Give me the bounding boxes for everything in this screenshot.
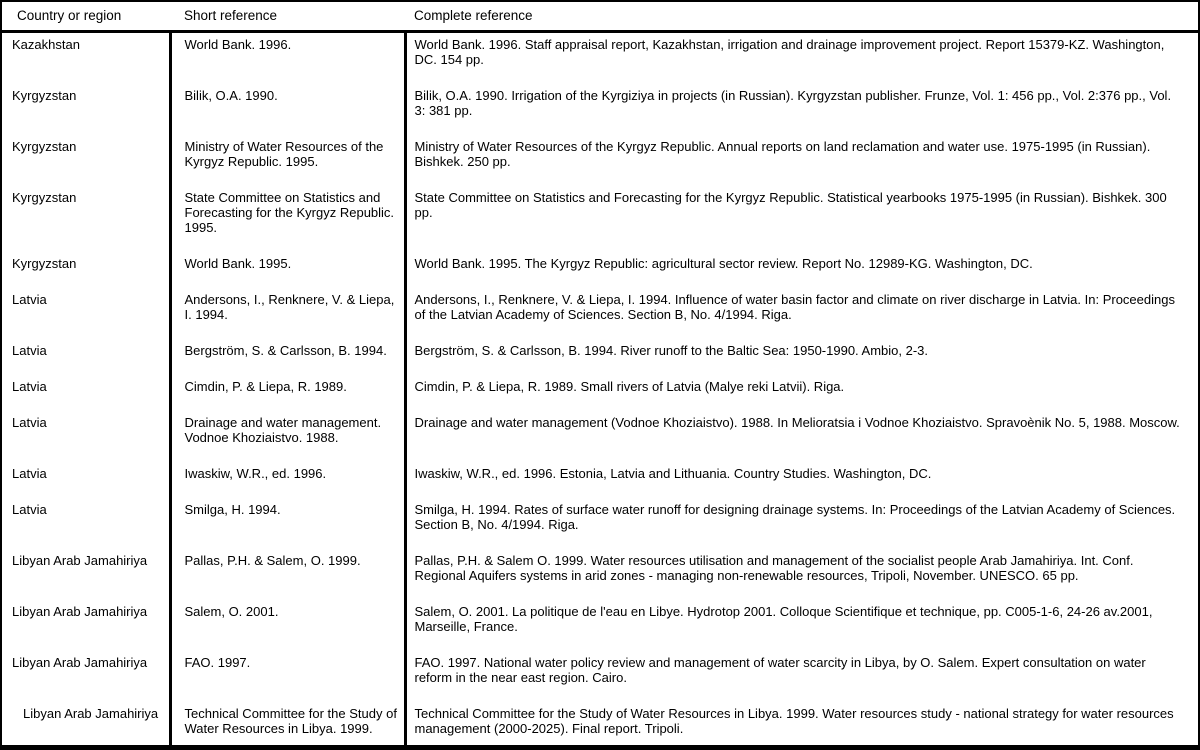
short-reference-cell: State Committee on Statistics and Forecasting for the Kyrgyz Republic. 1995.	[170, 186, 405, 252]
complete-reference-cell: Pallas, P.H. & Salem O. 1999. Water resources utilisation and management of the socialist people Arab Jamahiriya. Int. Conf. Regional Aquifers systems in arid zones - managing non-renewable resources, Tripoli, November. UNESCO. 65 pp.	[405, 549, 1198, 600]
reference-row	[2, 186, 1198, 252]
complete-reference-cell: Drainage and water management (Vodnoe Khoziaistvo). 1988. In Melioratsia i Vodnoe Khoziaistvo. Spravoènik No. 5, 1988. Moscow.	[405, 411, 1198, 462]
short-reference-cell: World Bank. 1996.	[170, 32, 405, 85]
complete-reference-cell: World Bank. 1996. Staff appraisal report, Kazakhstan, irrigation and drainage improvement project. Report 15379-KZ. Washington, DC. 154 pp.	[405, 32, 1198, 85]
short-reference-cell: Andersons, I., Renknere, V. & Liepa, I. 1994.	[170, 288, 405, 339]
short-reference-cell: Pallas, P.H. & Salem, O. 1999.	[170, 549, 405, 600]
complete-reference-cell: Cimdin, P. & Liepa, R. 1989. Small rivers of Latvia (Malye reki Latvii). Riga.	[405, 375, 1198, 411]
reference-row	[2, 252, 1198, 288]
short-reference-cell: Salem, O. 2001.	[170, 600, 405, 651]
short-reference-cell: Bilik, O.A. 1990.	[170, 84, 405, 135]
references-table-header	[2, 2, 1198, 32]
short-reference-cell: World Bank. 1995.	[170, 252, 405, 288]
country-cell: Libyan Arab Jamahiriya	[12, 604, 148, 619]
short-reference-cell: Ministry of Water Resources of the Kyrgyz Republic. 1995.	[170, 135, 405, 186]
reference-row	[2, 702, 1198, 750]
country-cell: Kyrgyzstan	[12, 190, 77, 205]
country-cell: Libyan Arab Jamahiriya	[12, 553, 148, 568]
short-reference-cell: Technical Committee for the Study of Water Resources in Libya. 1999.	[170, 702, 405, 750]
header-row	[2, 2, 1198, 32]
country-cell: Latvia	[12, 379, 47, 394]
complete-reference-cell: FAO. 1997. National water policy review and management of water scarcity in Libya, by O. Salem. Expert consultation on water reform in the near east region. Cairo.	[405, 651, 1198, 702]
country-cell: Kyrgyzstan	[12, 256, 77, 271]
references-table-body	[2, 32, 1198, 750]
references-table	[2, 2, 1198, 750]
complete-reference-cell: Bergström, S. & Carlsson, B. 1994. River runoff to the Baltic Sea: 1950-1990. Ambio, 2-3.	[405, 339, 1198, 375]
reference-row	[2, 135, 1198, 186]
reference-row	[2, 462, 1198, 498]
complete-reference-cell: Bilik, O.A. 1990. Irrigation of the Kyrgiziya in projects (in Russian). Kyrgyzstan publisher. Frunze, Vol. 1: 456 pp., Vol. 2:376 pp., Vol. 3: 381 pp.	[405, 84, 1198, 135]
complete-reference-cell: Technical Committee for the Study of Water Resources in Libya. 1999. Water resources study - national strategy for water resources management (2000-2025). Final report. Tripoli.	[405, 702, 1198, 750]
country-cell: Kazakhstan	[12, 37, 80, 52]
reference-row	[2, 32, 1198, 85]
short-reference-cell: Iwaskiw, W.R., ed. 1996.	[170, 462, 405, 498]
reference-row	[2, 651, 1198, 702]
country-cell: Latvia	[12, 502, 47, 517]
short-reference-cell: Cimdin, P. & Liepa, R. 1989.	[170, 375, 405, 411]
short-reference-cell: Bergström, S. & Carlsson, B. 1994.	[170, 339, 405, 375]
complete-reference-cell: Smilga, H. 1994. Rates of surface water runoff for designing drainage systems. In: Proceedings of the Latvian Academy of Sciences. Section B, No. 4/1994. Riga.	[405, 498, 1198, 549]
reference-row	[2, 498, 1198, 549]
country-cell: Libyan Arab Jamahiriya	[12, 655, 148, 670]
column-header-short-reference: Short reference	[170, 2, 405, 32]
reference-row	[2, 411, 1198, 462]
short-reference-cell: Drainage and water management. Vodnoe Khoziaistvo. 1988.	[170, 411, 405, 462]
complete-reference-cell: Andersons, I., Renknere, V. & Liepa, I. 1994. Influence of water basin factor and climate on river discharge in Latvia. In: Proceedings of the Latvian Academy of Sciences. Section B, No. 4/1994. Riga.	[405, 288, 1198, 339]
country-cell: Latvia	[12, 343, 47, 358]
country-cell: Kyrgyzstan	[12, 139, 77, 154]
country-cell: Latvia	[12, 292, 47, 307]
short-reference-cell: FAO. 1997.	[170, 651, 405, 702]
reference-row	[2, 288, 1198, 339]
complete-reference-cell: World Bank. 1995. The Kyrgyz Republic: agricultural sector review. Report No. 12989-KG. Washington, DC.	[405, 252, 1198, 288]
country-cell: Libyan Arab Jamahiriya	[23, 706, 159, 721]
reference-row	[2, 375, 1198, 411]
country-cell: Kyrgyzstan	[12, 88, 77, 103]
complete-reference-cell: Iwaskiw, W.R., ed. 1996. Estonia, Latvia and Lithuania. Country Studies. Washington, DC.	[405, 462, 1198, 498]
reference-row	[2, 600, 1198, 651]
country-cell: Latvia	[12, 415, 47, 430]
column-header-country-or-region: Country or region	[2, 2, 170, 32]
country-cell: Latvia	[12, 466, 47, 481]
short-reference-cell: Smilga, H. 1994.	[170, 498, 405, 549]
reference-row	[2, 549, 1198, 600]
reference-row	[2, 339, 1198, 375]
complete-reference-cell: Salem, O. 2001. La politique de l'eau en Libye. Hydrotop 2001. Colloque Scientifique et technique, pp. C005-1-6, 24-26 av.2001, Marseille, France.	[405, 600, 1198, 651]
reference-row	[2, 84, 1198, 135]
column-header-complete-reference: Complete reference	[405, 2, 1198, 32]
complete-reference-cell: State Committee on Statistics and Forecasting for the Kyrgyz Republic. Statistical yearbooks 1975-1995 (in Russian). Bishkek. 300 pp.	[405, 186, 1198, 252]
complete-reference-cell: Ministry of Water Resources of the Kyrgyz Republic. Annual reports on land reclamation and water use. 1975-1995 (in Russian). Bishkek. 250 pp.	[405, 135, 1198, 186]
